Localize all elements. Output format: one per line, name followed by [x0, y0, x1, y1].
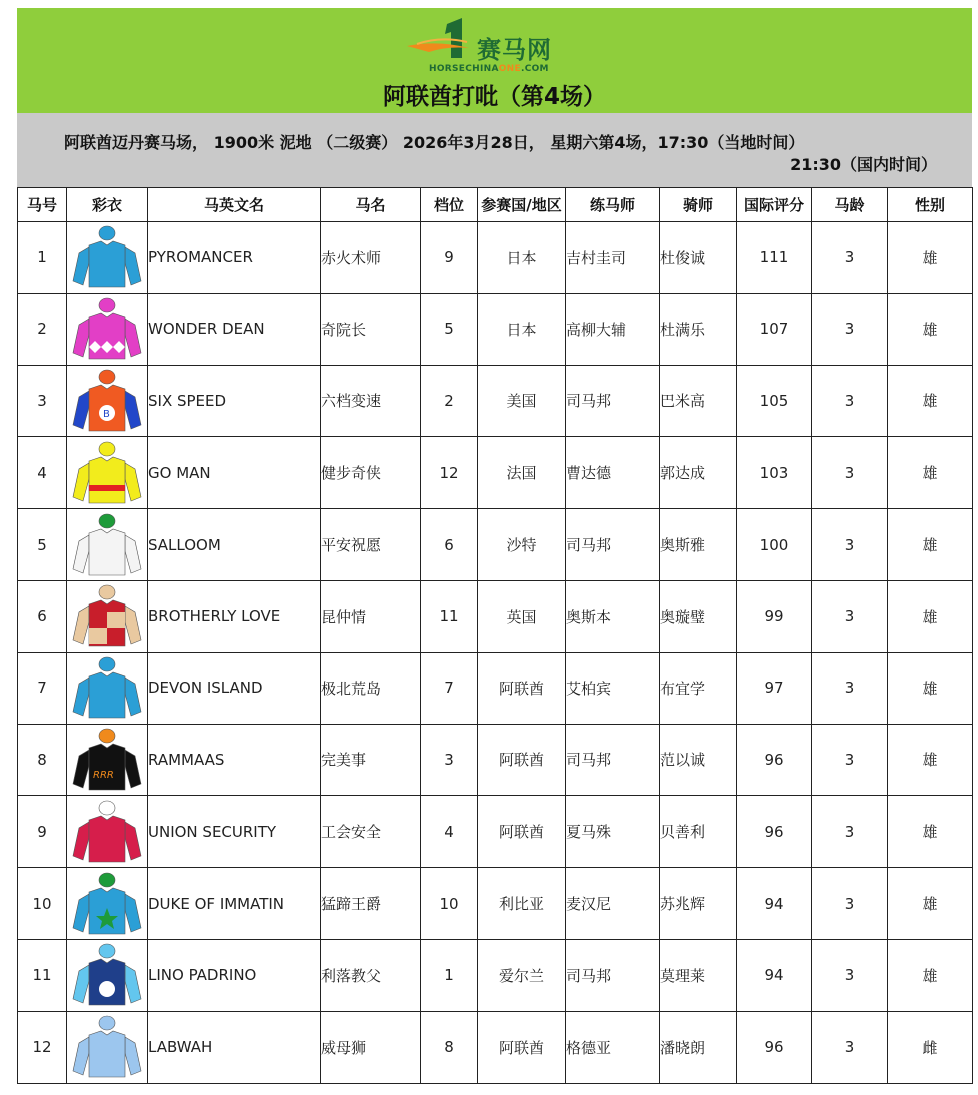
chinese-name: 利落教父 — [321, 939, 421, 1011]
horse-number: 12 — [18, 1011, 67, 1083]
godolphin-blue-silk-icon — [69, 654, 145, 722]
race-info-line1: 阿联酋迈丹赛马场， 1900米 泥地 （二级赛） 2026年3月28日， 星期六第4场，17:30（当地时间） — [64, 133, 805, 152]
draw: 3 — [421, 724, 478, 796]
race-card — [17, 8, 972, 1084]
trainer: 司马邦 — [566, 939, 660, 1011]
age: 3 — [812, 222, 888, 294]
silk-cell — [67, 222, 148, 294]
sex: 雄 — [888, 437, 973, 509]
header-english-name: 马英文名 — [148, 188, 321, 222]
country: 利比亚 — [478, 868, 566, 940]
draw: 4 — [421, 796, 478, 868]
trainer: 奥斯本 — [566, 580, 660, 652]
sex: 雄 — [888, 509, 973, 581]
english-name: DUKE OF IMMATIN — [148, 868, 321, 940]
trainer: 艾柏宾 — [566, 652, 660, 724]
age: 3 — [812, 580, 888, 652]
header-silks: 彩衣 — [67, 188, 148, 222]
jockey: 奥璇璧 — [660, 580, 737, 652]
age: 3 — [812, 939, 888, 1011]
silk-cell — [67, 868, 148, 940]
rating: 100 — [737, 509, 812, 581]
jockey: 布宜学 — [660, 652, 737, 724]
chinese-name: 猛蹄王爵 — [321, 868, 421, 940]
rating: 107 — [737, 293, 812, 365]
country: 法国 — [478, 437, 566, 509]
english-name: SALLOOM — [148, 509, 321, 581]
english-name: PYROMANCER — [148, 222, 321, 294]
draw: 8 — [421, 1011, 478, 1083]
age: 3 — [812, 1011, 888, 1083]
navy-spot-sleeves-silk-icon — [69, 941, 145, 1009]
jockey: 杜满乐 — [660, 293, 737, 365]
blue-silk-icon — [69, 223, 145, 291]
table-row — [18, 293, 973, 365]
yellow-red-band-silk-icon — [69, 439, 145, 507]
jockey: 苏兆辉 — [660, 868, 737, 940]
chinese-name: 六档变速 — [321, 365, 421, 437]
country: 英国 — [478, 580, 566, 652]
header-banner — [17, 8, 972, 113]
sex: 雄 — [888, 652, 973, 724]
english-name: LABWAH — [148, 1011, 321, 1083]
jockey: 莫理莱 — [660, 939, 737, 1011]
horse-number: 6 — [18, 580, 67, 652]
age: 3 — [812, 724, 888, 796]
rating: 111 — [737, 222, 812, 294]
header-jockey: 骑师 — [660, 188, 737, 222]
sex: 雄 — [888, 868, 973, 940]
trainer: 高柳大辅 — [566, 293, 660, 365]
english-name: RAMMAAS — [148, 724, 321, 796]
rating: 97 — [737, 652, 812, 724]
table-row — [18, 796, 973, 868]
table-row — [18, 509, 973, 581]
table-row — [18, 868, 973, 940]
silk-cell — [67, 1011, 148, 1083]
silk-cell — [67, 652, 148, 724]
draw: 1 — [421, 939, 478, 1011]
chinese-name: 健步奇侠 — [321, 437, 421, 509]
table-row — [18, 724, 973, 796]
country: 爱尔兰 — [478, 939, 566, 1011]
trainer: 吉村圭司 — [566, 222, 660, 294]
svg-text:RRR: RRR — [93, 769, 114, 781]
table-row — [18, 652, 973, 724]
black-orange-hoops-silk-icon — [69, 726, 145, 794]
sex: 雄 — [888, 222, 973, 294]
chinese-name: 极北荒岛 — [321, 652, 421, 724]
draw: 2 — [421, 365, 478, 437]
header-country: 参赛国/地区 — [478, 188, 566, 222]
race-info-line2: 21:30（国内时间） — [790, 155, 937, 174]
chinese-name: 平安祝愿 — [321, 509, 421, 581]
table-header-row — [18, 188, 973, 222]
jockey: 郭达成 — [660, 437, 737, 509]
logo-text-en: HORSECHINAONE.COM — [429, 64, 549, 74]
age: 3 — [812, 509, 888, 581]
horse-number: 9 — [18, 796, 67, 868]
table-row — [18, 365, 973, 437]
race-title: 阿联酋打吡（第4场） — [382, 84, 606, 110]
chinese-name: 威母狮 — [321, 1011, 421, 1083]
draw: 10 — [421, 868, 478, 940]
country: 日本 — [478, 222, 566, 294]
light-blue-silk-icon — [69, 1013, 145, 1081]
draw: 11 — [421, 580, 478, 652]
english-name: SIX SPEED — [148, 365, 321, 437]
jockey: 杜俊诚 — [660, 222, 737, 294]
rating: 105 — [737, 365, 812, 437]
rating: 96 — [737, 796, 812, 868]
country: 阿联酋 — [478, 1011, 566, 1083]
draw: 7 — [421, 652, 478, 724]
header-sex: 性别 — [888, 188, 973, 222]
sex: 雄 — [888, 796, 973, 868]
country: 阿联酋 — [478, 652, 566, 724]
jockey: 巴米高 — [660, 365, 737, 437]
rating: 94 — [737, 868, 812, 940]
english-name: WONDER DEAN — [148, 293, 321, 365]
silk-cell — [67, 509, 148, 581]
trainer: 司马邦 — [566, 365, 660, 437]
jockey: 贝善利 — [660, 796, 737, 868]
silk-cell — [67, 437, 148, 509]
table-row — [18, 580, 973, 652]
table-row — [18, 939, 973, 1011]
trainer: 司马邦 — [566, 509, 660, 581]
rating: 96 — [737, 724, 812, 796]
trainer: 夏马殊 — [566, 796, 660, 868]
white-silk-icon — [69, 511, 145, 579]
sex: 雌 — [888, 1011, 973, 1083]
header-number: 马号 — [18, 188, 67, 222]
horse-number: 5 — [18, 509, 67, 581]
sex: 雄 — [888, 939, 973, 1011]
jockey: 奥斯雅 — [660, 509, 737, 581]
table-row — [18, 222, 973, 294]
sex: 雄 — [888, 580, 973, 652]
horse-number: 11 — [18, 939, 67, 1011]
age: 3 — [812, 796, 888, 868]
header-horse-name: 马名 — [321, 188, 421, 222]
silk-cell — [67, 580, 148, 652]
silk-cell — [67, 365, 148, 437]
chinese-name: 完美事 — [321, 724, 421, 796]
country: 日本 — [478, 293, 566, 365]
orange-check-silk-icon — [69, 367, 145, 435]
header-draw: 档位 — [421, 188, 478, 222]
rating: 99 — [737, 580, 812, 652]
rating: 96 — [737, 1011, 812, 1083]
jockey: 潘晓朗 — [660, 1011, 737, 1083]
english-name: DEVON ISLAND — [148, 652, 321, 724]
rating: 103 — [737, 437, 812, 509]
draw: 5 — [421, 293, 478, 365]
draw: 12 — [421, 437, 478, 509]
horse-number: 10 — [18, 868, 67, 940]
country: 阿联酋 — [478, 724, 566, 796]
age: 3 — [812, 437, 888, 509]
english-name: UNION SECURITY — [148, 796, 321, 868]
trainer: 格德亚 — [566, 1011, 660, 1083]
table-row — [18, 1011, 973, 1083]
race-info-bar — [17, 113, 972, 187]
silk-cell — [67, 796, 148, 868]
horse-number: 7 — [18, 652, 67, 724]
trainer: 麦汉尼 — [566, 868, 660, 940]
header-trainer: 练马师 — [566, 188, 660, 222]
table-row — [18, 437, 973, 509]
sex: 雄 — [888, 365, 973, 437]
english-name: LINO PADRINO — [148, 939, 321, 1011]
horse-number: 2 — [18, 293, 67, 365]
age: 3 — [812, 293, 888, 365]
age: 3 — [812, 365, 888, 437]
blue-green-star-silk-icon — [69, 870, 145, 938]
silk-cell — [67, 293, 148, 365]
rating: 94 — [737, 939, 812, 1011]
chinese-name: 赤火术师 — [321, 222, 421, 294]
country: 沙特 — [478, 509, 566, 581]
age: 3 — [812, 868, 888, 940]
header-age: 马龄 — [812, 188, 888, 222]
country: 美国 — [478, 365, 566, 437]
sex: 雄 — [888, 724, 973, 796]
jockey: 范以诚 — [660, 724, 737, 796]
horse-number: 1 — [18, 222, 67, 294]
horse-number: 8 — [18, 724, 67, 796]
red-beige-quartered-silk-icon — [69, 582, 145, 650]
pink-diamond-silk-icon — [69, 295, 145, 363]
country: 阿联酋 — [478, 796, 566, 868]
horse-number: 3 — [18, 365, 67, 437]
chinese-name: 奇院长 — [321, 293, 421, 365]
age: 3 — [812, 652, 888, 724]
draw: 9 — [421, 222, 478, 294]
horse-number: 4 — [18, 437, 67, 509]
sex: 雄 — [888, 293, 973, 365]
trainer: 司马邦 — [566, 724, 660, 796]
chinese-name: 昆仲情 — [321, 580, 421, 652]
silk-cell — [67, 724, 148, 796]
trainer: 曹达德 — [566, 437, 660, 509]
silk-cell — [67, 939, 148, 1011]
header-rating: 国际评分 — [737, 188, 812, 222]
logo-text-cn: 赛马网 — [477, 36, 552, 64]
chinese-name: 工会安全 — [321, 796, 421, 868]
draw: 6 — [421, 509, 478, 581]
svg-text:B: B — [103, 408, 110, 420]
crimson-silk-icon — [69, 798, 145, 866]
english-name: BROTHERLY LOVE — [148, 580, 321, 652]
english-name: GO MAN — [148, 437, 321, 509]
runners-table — [17, 187, 973, 1084]
